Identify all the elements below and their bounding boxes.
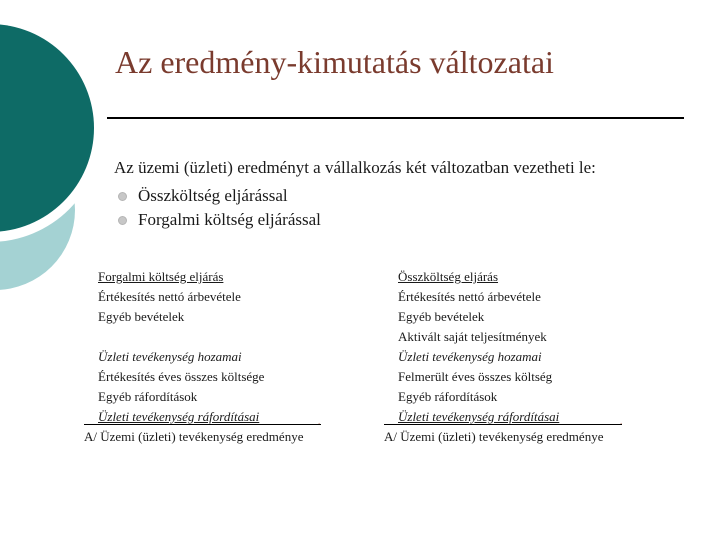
left-column [98, 267, 264, 427]
left-sum-tick: . [318, 416, 321, 426]
left-subtotal-income: Üzleti tevékenység hozamai [98, 349, 242, 364]
left-sum-line [84, 424, 321, 425]
intro-text: Az üzemi (üzleti) eredményt a vállalkozás két változatban vezetheti le: [114, 158, 596, 177]
method-list [118, 184, 321, 232]
dark-teal-circle [0, 24, 94, 232]
list-item: Forgalmi költség eljárással [118, 208, 321, 232]
left-result: A/ Üzemi (üzleti) tevékenység eredménye [84, 429, 304, 444]
left-line: Egyéb bevételek [98, 309, 185, 324]
bullet-icon [118, 216, 127, 225]
left-line: Értékesítés éves összes költsége [98, 369, 265, 384]
list-item: Összköltség eljárással [118, 184, 321, 208]
right-result: A/ Üzemi (üzleti) tevékenység eredménye [384, 429, 604, 444]
right-line: Egyéb bevételek [398, 309, 485, 324]
bullet-icon [118, 192, 127, 201]
right-line: Aktivált saját teljesítmények [398, 329, 547, 344]
decorative-circles [0, 0, 110, 300]
right-line: Értékesítés nettó árbevétele [398, 289, 541, 304]
right-line: Felmerült éves összes költség [398, 369, 553, 384]
title-underline [107, 117, 684, 119]
left-line: Értékesítés nettó árbevétele [98, 289, 241, 304]
right-subtotal-income: Üzleti tevékenység hozamai [398, 349, 542, 364]
right-line: Egyéb ráfordítások [398, 389, 498, 404]
page-title: Az eredmény-kimutatás változatai [115, 44, 554, 80]
right-column [398, 267, 559, 427]
left-subtotal-expenses: Üzleti tevékenység ráfordításai [98, 409, 260, 424]
right-subtotal-expenses: Üzleti tevékenység ráfordításai [398, 409, 560, 424]
right-heading: Összköltség eljárás [398, 269, 499, 284]
right-sum-line [384, 424, 622, 425]
right-sum-tick: . [620, 416, 623, 426]
left-line: Egyéb ráfordítások [98, 389, 198, 404]
left-heading: Forgalmi költség eljárás [98, 269, 224, 284]
